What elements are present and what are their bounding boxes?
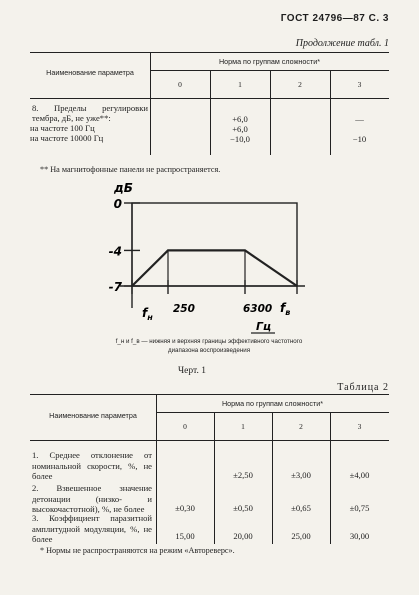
table-1-row-sub-100: на частоте 100 Гц (30, 123, 95, 133)
table-2-group-0: 0 (183, 422, 187, 431)
table-cell: 20,00 (233, 531, 253, 541)
table-cell: ±4,00 (349, 470, 370, 480)
table-row: 2. Взвешенное значение детонации (низко- и высокочастотной), %, не более (32, 483, 152, 514)
table-1-row-sub-10000: на частоте 10000 Гц (30, 133, 104, 143)
table-cell: ±0,65 (291, 503, 311, 513)
y-tick-label: -7 (108, 280, 122, 294)
figure-label: Черт. 1 (178, 366, 206, 376)
y-tick-label: 0 (113, 197, 122, 211)
standard-header: ГОСТ 24796—87 С. 3 (280, 13, 389, 24)
table-1-group-3-value: −10 (352, 134, 367, 144)
table-1-value: +6,0 (232, 114, 248, 124)
table-cell: ±3,00 (291, 470, 311, 480)
table-1-group-0: 0 (178, 80, 182, 89)
chart-caption: f_н и f_в — нижняя и верхняя границы эффективного частотного диапазона воспроизведения (115, 338, 303, 354)
table-cell: ±0,30 (175, 503, 195, 513)
table-1-group-header: Норма по группам сложности* (218, 57, 321, 66)
table-1-param-header: Наименование параметра (46, 68, 134, 77)
x-tick-label: 250 (173, 303, 195, 315)
table-cell: ±0,50 (233, 503, 253, 513)
table-2-group-3: 3 (357, 422, 362, 431)
table-1-value: −10,0 (230, 134, 250, 144)
frequency-response-chart (100, 178, 340, 338)
table-cell: 25,00 (291, 531, 311, 541)
x-tick-marks (132, 250, 297, 294)
table-2 (30, 394, 389, 544)
table-2-group-header: Норма по группам сложности* (221, 399, 324, 408)
table-cell: 30,00 (349, 531, 370, 541)
table-1 (30, 52, 389, 155)
table-1-group-1: 1 (238, 80, 242, 89)
table-1-group-3-dash: — (355, 114, 364, 124)
table-1-value: +6,0 (232, 124, 248, 134)
footnote-2: * Нормы не распространяются на режим «Автореверс». (40, 546, 235, 555)
table-row: 3. Коэффициент паразитной амплитудной модуляции, %, не более (32, 513, 152, 544)
table-1-group-2: 2 (298, 80, 302, 89)
table-continuation-label: Продолжение табл. 1 (295, 38, 389, 49)
x-unit-label: Гц (256, 320, 272, 333)
response-line (132, 250, 297, 286)
table-2-group-1: 1 (241, 422, 245, 431)
table-2-group-2: 2 (299, 422, 303, 431)
table-1-row-param (30, 103, 148, 143)
table-cell: ±2,50 (233, 470, 253, 480)
chart-frame (132, 203, 297, 286)
x-tick-label-fn: $f_н$ (142, 306, 153, 322)
y-tick-label: -4 (108, 244, 122, 259)
table-1-group-3: 3 (357, 80, 362, 89)
table-cell: ±0,75 (349, 503, 370, 513)
table-2-param-header: Наименование параметра (49, 411, 137, 420)
y-unit-label: дБ (114, 181, 133, 195)
x-tick-label: 6300 (243, 303, 273, 315)
x-tick-label-fv: $f_в$ (280, 301, 291, 317)
table-cell: 15,00 (175, 531, 195, 541)
table-row: 1. Среднее отклонение от номинальной скорости, %, не более (32, 450, 152, 481)
footnote-1: ** На магнитофонные панели не распространяется. (40, 165, 221, 174)
table-2-title: Таблица 2 (337, 382, 389, 393)
table-1-row-title: 8. Пределы регулировки тембра, дБ, не уже**: (32, 103, 148, 123)
table-1-group-1-values (210, 114, 270, 144)
